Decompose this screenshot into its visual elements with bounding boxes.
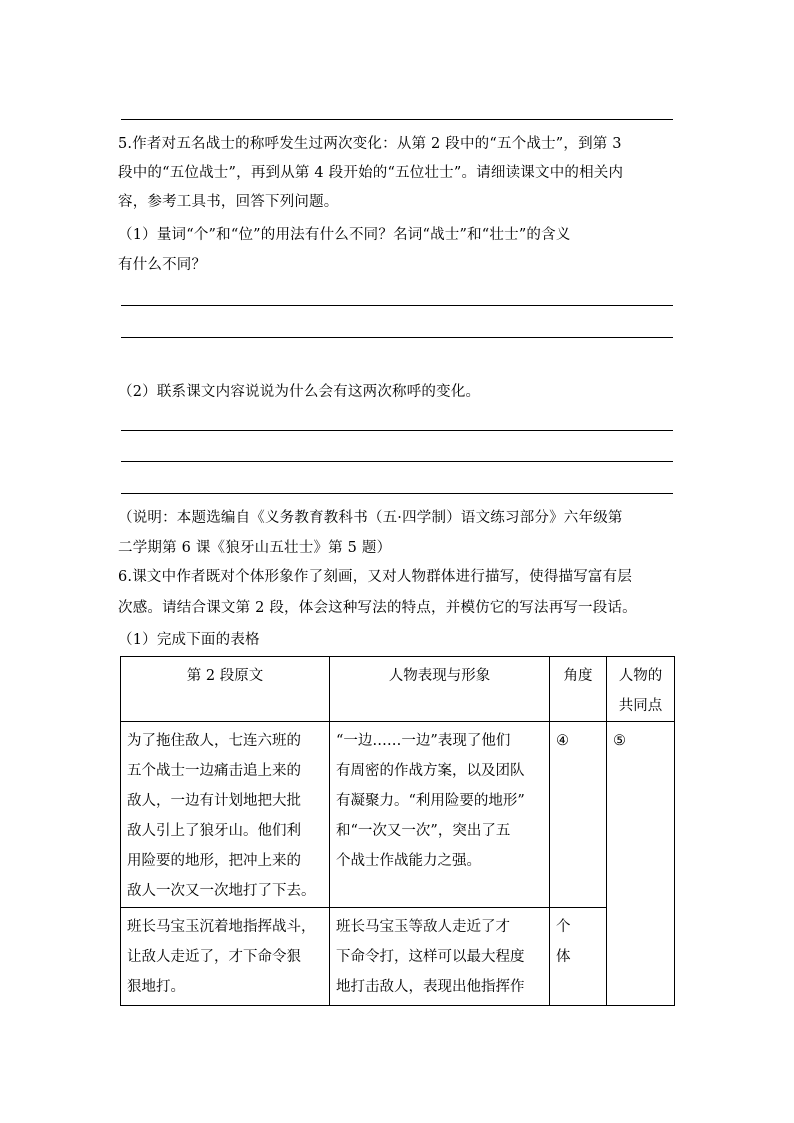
answer-line [121, 493, 673, 494]
q5-stem-line: 容，参考工具书，回答下列问题。 [118, 194, 339, 210]
table-header-row [121, 657, 675, 722]
q5-sub1-line: 有什么不同？ [118, 257, 207, 273]
row2-angle-cell: 个 体 [550, 908, 607, 1006]
row2-original-cell: 班长马宝玉沉着地指挥战斗， 让敌人走近了，才下命令狠 狠地打。 [121, 908, 330, 1006]
row1-angle-blank[interactable]: ④ [550, 722, 607, 908]
q5-sub2: （2）联系课文内容说说为什么会有这两次称呼的变化。 [118, 384, 481, 400]
row2-analysis-cell: 班长马宝玉等敌人走近了才 下命令打，这样可以最大程度 地打击敌人，表现出他指挥作 [330, 908, 550, 1006]
q5-sub1-line: （1）量词“个”和“位”的用法有什么不同？名词“战士”和“壮士”的含义 [118, 227, 571, 243]
answer-line [121, 337, 673, 338]
table-row [121, 722, 675, 908]
source-note-line: 二学期第 6 课《狼牙山五壮士》第 5 题） [118, 540, 392, 556]
q6-sub1: （1）完成下面的表格 [118, 632, 260, 648]
answer-table [120, 656, 675, 1006]
answer-line [121, 461, 673, 462]
row1-original-cell: 为了拖住敌人，七连六班的 五个战士一边痛击追上来的 敌人，一边有计划地把大批 敌人引上了狼牙山。他们利 用险要的地形，把冲上来的 敌人一次又一次地打了下去。 [121, 722, 330, 908]
answer-line [121, 430, 673, 431]
header-angle: 角度 [550, 657, 607, 722]
common-trait-blank[interactable]: ⑤ [607, 722, 675, 1006]
answer-line [121, 305, 673, 306]
table-row [121, 908, 675, 1006]
q6-stem-line: 次感。请结合课文第 2 段，体会这种写法的特点，并模仿它的写法再写一段话。 [118, 600, 637, 616]
header-common-trait: 人物的 共同点 [607, 657, 675, 722]
source-note-line: （说明：本题选编自《义务教育教科书（五·四学制）语文练习部分》六年级第 [118, 510, 623, 526]
header-performance-image: 人物表现与形象 [330, 657, 550, 722]
header-original-text: 第 2 段原文 [121, 657, 330, 722]
answer-line [121, 119, 673, 120]
row1-analysis-cell: “一边……一边”表现了他们 有周密的作战方案，以及团队 有凝聚力。“利用险要的地形” 和“一次又一次”，突出了五 个战士作战能力之强。 [330, 722, 550, 908]
q6-stem-line: 6.课文中作者既对个体形象作了刻画，又对人物群体进行描写，使得描写富有层 [118, 569, 633, 585]
q5-stem-line: 5.作者对五名战士的称呼发生过两次变化：从第 2 段中的“五个战士”，到第 3 [118, 136, 622, 152]
q5-stem-line: 段中的“五位战士”，再到从第 4 段开始的“五位壮士”。请细读课文中的相关内 [118, 165, 624, 181]
